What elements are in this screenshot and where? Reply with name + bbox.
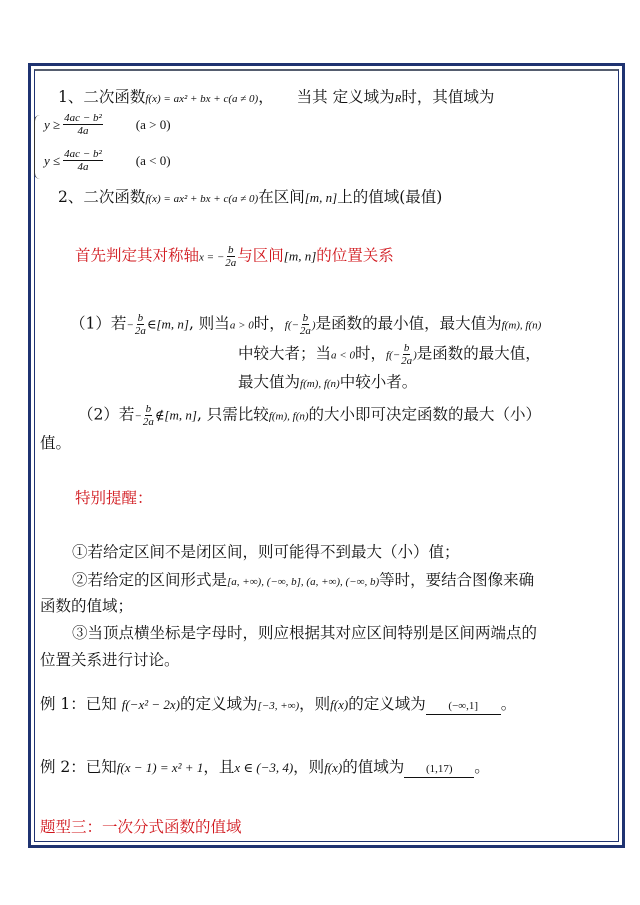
cases-brace (34, 115, 41, 179)
case-a-negative (44, 148, 171, 173)
f-m-n: f(m), f(n) (268, 410, 309, 423)
case-condition: (a < 0) (135, 152, 171, 168)
text: 中较大者；当 (238, 344, 332, 363)
document-frame (28, 63, 625, 848)
text: ，且 (203, 758, 235, 776)
given-domain: [−3, +∞) (257, 700, 300, 712)
heading-text-b: 与区间 (237, 246, 284, 265)
case-1-label: （1）若 (70, 314, 127, 333)
text: 时， (354, 344, 386, 363)
example-1-label: 例 1：已知 (40, 695, 117, 713)
text: 是函数的最大值， (416, 344, 541, 363)
fraction-numerator: b (137, 312, 144, 324)
heading-text-c: 的位置关系 (316, 246, 394, 265)
f-x: f(x) (330, 697, 349, 712)
axis-position-heading (75, 244, 394, 269)
axis-eq-lhs: x = − (199, 251, 225, 264)
case-1-line-1 (70, 312, 541, 337)
fraction-numerator: b (228, 244, 234, 256)
case-2-label: （2）若 (78, 405, 135, 424)
text: 的值域为 (342, 758, 405, 776)
fraction-numerator: b (403, 342, 410, 354)
fraction (63, 112, 103, 137)
fraction-denominator: 4a (77, 125, 89, 137)
condition: a > 0 (229, 319, 254, 332)
fraction-denominator: 2a (142, 416, 154, 428)
heading-text-a: 首先判定其对称轴 (75, 246, 200, 265)
text: 的大小即可决定函数的最大（小） (308, 405, 542, 424)
f-open: f(− (385, 349, 401, 362)
range-text: 时，其值域为 (401, 88, 495, 106)
answer-blank: (−∞,1] (426, 698, 501, 715)
comma: ， (258, 88, 274, 106)
condition: a < 0 (331, 349, 355, 362)
document-frame-inner (34, 69, 619, 842)
domain-text: 当其 定义域为 (296, 88, 395, 106)
reminder-item-3-cont: 位置关系进行讨论。 (40, 651, 180, 669)
text: ②若给定的区间形式是 (72, 571, 228, 589)
fraction-denominator: 2a (299, 325, 311, 337)
text: 的定义域为 (180, 695, 258, 713)
fraction-denominator: 2a (225, 257, 237, 269)
real-set-symbol: R (394, 93, 402, 105)
text: ，则 (299, 695, 331, 713)
quadratic-formula: f(x) = ax² + bx + c(a ≠ 0) (145, 193, 259, 205)
case-condition: (a > 0) (135, 116, 171, 132)
case-2-line-2 (40, 433, 71, 453)
special-reminder-title: 特别提醒： (75, 489, 153, 507)
interval-text: 在区间 (258, 188, 305, 206)
text: 最大值为 (238, 373, 301, 391)
fraction (143, 403, 154, 428)
example-2-label: 例 2：已知 (40, 758, 117, 776)
fraction-numerator: 4ac − b² (64, 112, 102, 124)
quadratic-formula: f(x) = ax² + bx + c(a ≠ 0) (145, 93, 259, 105)
fraction-denominator: 4a (77, 161, 89, 173)
fraction (135, 312, 146, 337)
x-condition: x ∈ (−3, 4) (234, 760, 294, 775)
fraction-numerator: b (145, 403, 152, 415)
minus-sign: − (126, 319, 134, 332)
f-x: f(x) (324, 760, 343, 775)
interval-forms: [a, +∞), (−∞, b], (a, +∞), (−∞, b) (227, 576, 380, 588)
fraction-denominator: 2a (401, 355, 413, 367)
f-m-n: f(m), f(n) (300, 378, 340, 390)
example-1 (40, 694, 516, 716)
section-2-prefix: 2、二次函数 (58, 188, 146, 206)
given-function: f(x − 1) = x² + 1 (116, 760, 204, 775)
composite-function: f(−x² − 2x) (121, 697, 180, 712)
fraction-numerator: b (302, 312, 309, 324)
case-1-line-3 (238, 372, 417, 394)
reminder-item-1: ①若给定区间不是闭区间，则可能得不到最大（小）值； (72, 543, 460, 561)
fraction (300, 312, 311, 337)
fraction (63, 148, 103, 173)
section-2-line (58, 187, 442, 209)
text: 中较小者。 (339, 373, 418, 391)
not-element-of-interval: ∉[m, n] (154, 407, 197, 423)
f-close: ) (311, 319, 316, 332)
case-lhs: y ≥ (44, 116, 61, 132)
f-close: ) (413, 349, 417, 362)
fraction-denominator: 2a (134, 325, 146, 337)
text: 的定义域为 (348, 695, 426, 713)
text: 值。 (40, 434, 72, 452)
reminder-item-2 (72, 570, 534, 592)
reminder-item-3: ③当顶点横坐标是字母时，则应根据其对应区间特别是区间两端点的 (72, 624, 538, 642)
text: 。 (474, 758, 490, 776)
case-lhs: y ≤ (44, 152, 61, 168)
element-of-interval: ∈[m, n] (146, 316, 189, 332)
text: 等时，要结合图像来确 (379, 571, 535, 589)
axis-fraction (225, 244, 236, 269)
case-2-line-1 (78, 403, 541, 428)
text: 是函数的最小值，最大值为 (315, 314, 502, 333)
answer-blank: (1,17) (404, 761, 474, 778)
example-2 (40, 757, 490, 778)
case-1-line-2 (238, 342, 541, 367)
minus-sign: − (134, 410, 142, 423)
text: ，则 (293, 758, 325, 776)
interval-mn: [m, n] (304, 190, 338, 205)
f-m-n: f(m), f(n) (501, 319, 542, 332)
text: , 则当 (188, 314, 230, 333)
section-1-prefix: 1、二次函数 (58, 88, 146, 106)
text: , 只需比较 (196, 405, 269, 424)
text: 。 (500, 695, 517, 713)
section-1-line (58, 87, 494, 109)
reminder-item-2-cont: 函数的值域； (40, 597, 134, 615)
text: 时， (253, 314, 285, 333)
interval-mn: [m, n] (283, 248, 317, 264)
case-a-positive (44, 112, 171, 137)
fraction-numerator: 4ac − b² (64, 148, 102, 160)
f-open: f(− (284, 319, 299, 332)
section-3-title: 题型三：一次分式函数的值域 (40, 818, 242, 836)
fraction (401, 342, 412, 367)
range-extreme-text: 上的值域(最值) (337, 188, 443, 206)
